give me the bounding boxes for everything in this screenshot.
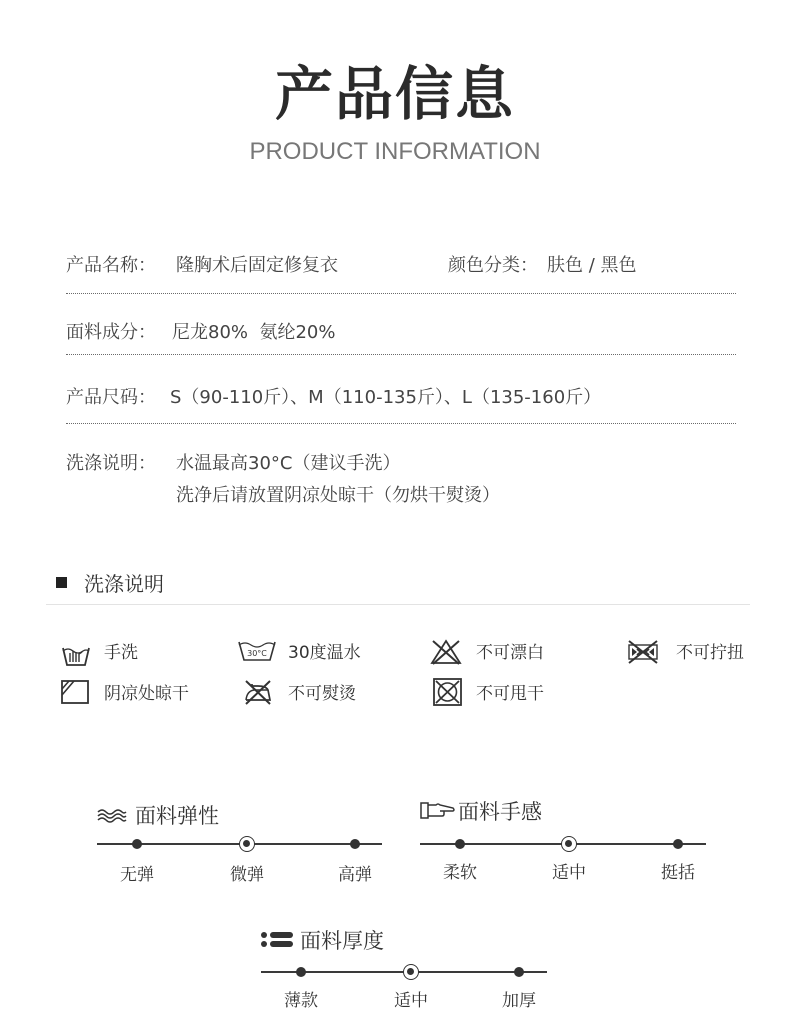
wave-icon — [97, 806, 127, 826]
care-label-no-bleach: 不可漂白 — [476, 643, 544, 663]
scale-point — [673, 839, 683, 849]
no-tumble-dry-icon — [432, 678, 464, 706]
product-name-value: 隆胸术后固定修复衣 — [176, 255, 338, 276]
elasticity-option: 高弹 — [338, 865, 372, 885]
feel-title: 面料手感 — [458, 800, 542, 824]
scale-point-selected — [239, 836, 255, 852]
section-divider — [46, 604, 750, 605]
elasticity-option: 无弹 — [120, 865, 154, 885]
thickness-option: 加厚 — [502, 991, 536, 1011]
fabric-label: 面料成分： — [66, 322, 156, 343]
care-label-no-tumble-dry: 不可甩干 — [476, 684, 544, 704]
hand-icon — [420, 800, 456, 822]
feel-option: 适中 — [552, 863, 586, 883]
scale-point-selected — [561, 836, 577, 852]
page-title: 产品信息 — [274, 60, 515, 128]
shade-dry-icon — [60, 678, 92, 706]
elasticity-option: 微弹 — [230, 865, 264, 885]
product-name-label: 产品名称： — [66, 255, 156, 276]
feel-option: 挺括 — [661, 863, 695, 883]
wash-label: 洗涤说明： — [66, 453, 156, 474]
divider — [66, 423, 736, 424]
thickness-option: 适中 — [394, 991, 428, 1011]
elasticity-title: 面料弹性 — [135, 804, 219, 828]
thickness-option: 薄款 — [284, 991, 318, 1011]
wash-instruction-line2: 洗净后请放置阴凉处晾干（勿烘干熨烫） — [176, 485, 500, 506]
divider — [66, 293, 736, 294]
scale-point — [296, 967, 306, 977]
size-label: 产品尺码： — [66, 387, 156, 408]
no-wring-icon — [627, 638, 659, 666]
care-label-no-wring: 不可拧扭 — [676, 643, 744, 663]
color-value: 肤色 / 黑色 — [547, 255, 637, 276]
care-label-no-iron: 不可熨烫 — [288, 684, 356, 704]
no-iron-icon — [242, 678, 274, 706]
care-label-hand-wash: 手洗 — [104, 643, 138, 663]
scale-point-selected — [403, 964, 419, 980]
care-label-30-degree: 30度温水 — [288, 643, 361, 663]
fabric-value: 尼龙80% 氨纶20% — [172, 322, 336, 343]
feel-option: 柔软 — [443, 863, 477, 883]
page-subtitle: PRODUCT INFORMATION — [249, 138, 541, 165]
no-bleach-icon — [430, 638, 462, 666]
svg-text:30°C: 30°C — [247, 649, 267, 658]
hand-wash-icon — [60, 640, 92, 668]
care-label-shade-dry: 阴凉处晾干 — [104, 684, 189, 704]
wash-30-icon — [237, 637, 277, 665]
section-marker — [56, 577, 67, 588]
thickness-title: 面料厚度 — [300, 929, 384, 953]
color-label: 颜色分类： — [448, 255, 538, 276]
care-section-title: 洗涤说明 — [84, 572, 164, 596]
scale-point — [132, 839, 142, 849]
wash-instruction-line1: 水温最高30°C（建议手洗） — [176, 453, 401, 474]
scale-point — [514, 967, 524, 977]
scale-point — [455, 839, 465, 849]
layers-icon — [260, 930, 294, 950]
size-value: S（90-110斤）、M（110-135斤）、L（135-160斤） — [170, 387, 602, 408]
scale-point — [350, 839, 360, 849]
divider — [66, 354, 736, 355]
